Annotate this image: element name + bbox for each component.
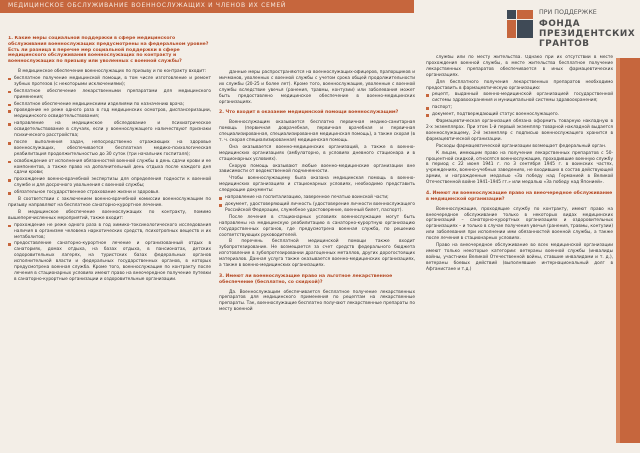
list-item: проведение не реже одного раза в год медицинских осмотров, диспансеризации, медицинского освидетельствования; xyxy=(8,108,211,120)
logo-line-3: ПРЕЗИДЕНТСКИХ xyxy=(539,29,636,39)
logo-line-4: ГРАНТОВ xyxy=(539,39,590,49)
list-item: рецепт, выданный военно-медицинской организацией государственной системы здравоохранения и муниципальной системы здравоохранения; xyxy=(426,92,613,104)
paragraph: В медицинское обеспечение военнослужащих по призыву и по контракту входит: xyxy=(18,68,207,74)
list-item: направление на медицинское обследование и психиатрическое освидетельствование в случаях, если у военнослужащего наличествуют признаки психического расстройства; xyxy=(8,121,211,139)
paragraph: Чтобы военнослужащему была оказана медицинская помощь в военно-медицинских организациях и стационарных условиях, необходимо представить следующие документы: xyxy=(219,176,415,194)
paragraph: К лицам, имеющим право на получение лекарственных препаратов с 50-процентной скидкой, относятся военнослужащие, проходившие военную службу в период с 22 июня 1941 г. по 3 сентября 1945 г. в воинских частях, учреждениях, военно-учебных заведениях, не входивших в состав действующей армии, и награжденные медалью «За победу над Германией в Великой Отечественной войне 1941–1945 гг.» или медалью «За победу над Японией». xyxy=(426,150,613,186)
paragraph: Она оказывается военно-медицинских организаций, а также в военно-медицинских организациях (амбулаторно, в условиях дневного стационара и в стационарных условиях). xyxy=(219,144,415,162)
list-item: предоставление санаторно-курортное лечение и организованный отдых в санаториях, домах отдыха, на базах отдыха, в пансионатах, детских оздоровительных лагерях, на туристских базах федеральных органов исполнительной власти и федеральных государственных органов, в которых предусмотрена военная служба. Кроме того, военнослужащие по контракту после лечения в стационарных условиях имеют право на внеочередное получение путевки в санаторно-курортные организации и оздоровительные организации. xyxy=(8,241,211,282)
question-1-heading: 1. Какие меры социальной поддержки в сфере медицинского обслуживания военнослужащих предусмотрены на федеральном уровне? Есть ли разница в перечне мер социальной поддержки в сфере медицинского обслуживания военнослужащих по контракту и военнослужащих по призыву или уволенных с военной службы? xyxy=(8,36,209,65)
paragraph: Данные меры распространяются на военнослужащих-офицеров, прапорщиков и мичманов, уволенных с военной службы с учетом срока общей продолжительности их службы (20-25 и более лет). Кроме того, военнослужащие, уволенные с военной службы вследствие увечья (ранения, травмы, контузии) или заболевания может быть предоставлено медицинское обеспечение в военно-медицинских организациях. xyxy=(219,70,415,105)
list-item: бесплатное получение медицинской помощи, в том числе изготовление и ремонт зубных протезов (с некоторыми исключениями); xyxy=(8,76,211,88)
paragraph: Военнослужащим оказывается бесплатно первичная медико-санитарная помощь (первичная доврачебная, первичная врачебная и первичная специализированная, специализированная медицинская помощь), а также скорая (в т. ч. скорая специализированная) медицинская помощь. xyxy=(219,120,415,143)
header-band-text: МЕДИЦИНСКОЕ ОБСЛУЖИВАНИЕ ВОЕННОСЛУЖАЩИХ И ЧЛЕНОВ ИХ СЕМЕЙ xyxy=(8,2,287,9)
paragraph: Для бесплатного получения лекарственных препаратов необходимо предоставить в фармацевтическую организацию: xyxy=(426,79,613,91)
paragraph: Да. Военнослужащим обеспечивается бесплатное получение лекарственных препаратов для медицинского применения по рецептам на лекарственные препараты. Так, военнослужащие бесплатно получают лекарственные препараты по месту военной xyxy=(219,289,415,313)
paragraph: Скорую помощь оказывают любые военно-медицинские организации вне зависимости от ведомственной подчиненности. xyxy=(219,163,415,175)
paragraph: службы или по месту жительства. Однако при их отсутствии в месте прохождения военной службы, в месте жительства бесплатное получение лекарственных препаратов обеспечивается в иных фармацевтических организациях. xyxy=(426,55,613,78)
logo-line-1: ПРИ ПОДДЕРЖКЕ xyxy=(539,9,597,16)
header-band xyxy=(0,0,414,13)
list-item: документ, подтверждающий статус военнослужащего. xyxy=(426,112,613,118)
side-accent-bar xyxy=(616,58,640,443)
paragraph: Расходы фармацевтической организации возмещает федеральный орган. xyxy=(436,143,607,149)
question-4-heading: 4. Имеют ли военнослужащие право на внеочередное обслуживание в медицинской организации? xyxy=(426,191,613,202)
paragraph: В перечень бесплатной медицинской помощи также входит зубопротезирование. Не возмещается за счет средств федерального бюджета изготовление в зубопротезировании драгоценных металлов, других дорогостоящих материалов. Данная услуга также оказывается военно-медицинских организациях, а также в военно-медицинских организациях. xyxy=(219,239,415,269)
paragraph: Военнослужащие, проходящие службу по контракту, имеют право на внеочередное обслуживание только в некоторых видах медицинских организаций – санаторно-курортных организациях и оздоровительных организациях – и только в случае получения увечья (ранения, травмы, контузии) или заболевания при исполнении ими обязанностей военной службы, а также после лечения в стационарных условиях. xyxy=(426,206,613,242)
list-item: направление на госпитализацию, заверенное печатью воинской части; xyxy=(219,195,415,201)
list-item: освобождение от исполнения обязанностей военной службы в день сдачи крови и ее компонентов, а также право на дополнительный день отдыха после каждого дня сдачи крови; xyxy=(8,159,211,177)
list-item: бесплатное обеспечение лекарственными препаратами для медицинского применения; xyxy=(8,89,211,101)
column-1 xyxy=(8,36,211,448)
column-2 xyxy=(219,70,415,448)
list-item: прохождение не реже одного раза в год химико-токсикологического исследования наличия в организме человека наркотических средств, психотропных веществ и их метаболитов; xyxy=(8,223,211,241)
fund-logo xyxy=(506,7,636,49)
list-item: прохождение военно-врачебной экспертизы для определения годности к военной службе и для досрочного увольнения с военной службы; xyxy=(8,177,211,189)
paragraph: После лечения в стационарных условиях военнослужащие могут быть направлены на медицинскую реабилитацию в санаторно-курортную организацию государственных органов, где предусмотрена военная служба, по решению соответствующих руководителей. xyxy=(219,214,415,238)
paragraph: Фармацевтическая организация обязана оформить товарную накладную в 2-х экземплярах. При этом 1-й первый экземпляр товарной накладной выдается военнослужащему, 2-й экземпляр с подписью военнослужащего хранится в фармацевтической организации. xyxy=(426,119,613,142)
list-item: обязательное государственное страхование жизни и здоровья. xyxy=(8,190,211,196)
question-2-heading: 2. Что входит в оказание медицинской помощи военнослужащим? xyxy=(219,110,399,116)
logo-line-2: ФОНДА xyxy=(539,19,581,29)
list-item: паспорт; xyxy=(426,105,613,111)
paragraph: Право на внеочередное обслуживание во всех медицинской организации имеют только некоторые категории: ветераны военной службы (инвалиды войны, участники Великой Отечественной войны, ставшие инвалидами и т. д.), ветераны боевых действий (выполнявшие интернациональный долг в Афганистане и т.д.) xyxy=(426,243,613,272)
list-item: документ, удостоверяющий личность (удостоверение личности военнослужащего Российской Федерации, служебное удостоверение, военный билет, паспорт). xyxy=(219,202,415,214)
paragraph: В соответствии с заключением военно-врачебной комиссии военнослужащим по призыву направляют на бесплатное санаторно-курортное лечение. xyxy=(8,197,211,209)
list-item: бесплатное обеспечение медицинскими изделиями по назначению врача; xyxy=(8,102,211,108)
paragraph: В медицинское обеспечение военнослужащих по контракту, помимо вышеперечисленных мероприятий, также входит: xyxy=(8,209,211,221)
question-3-heading: 3. Имеют ли военнослужащие право на льготное лекарственное обеспечение (бесплатно, со скидкой)? xyxy=(219,273,393,285)
fund-emblem-icon xyxy=(506,9,534,39)
side-accent-stripe xyxy=(616,58,620,443)
column-3 xyxy=(426,55,613,448)
list-item: после выполнения задач, непосредственно отражающих на здоровье военнослужащих, обеспечивается бесплатная медико-психологическая реабилитация продолжительностью до 30 суток (три начальник госпиталя); xyxy=(8,140,211,158)
